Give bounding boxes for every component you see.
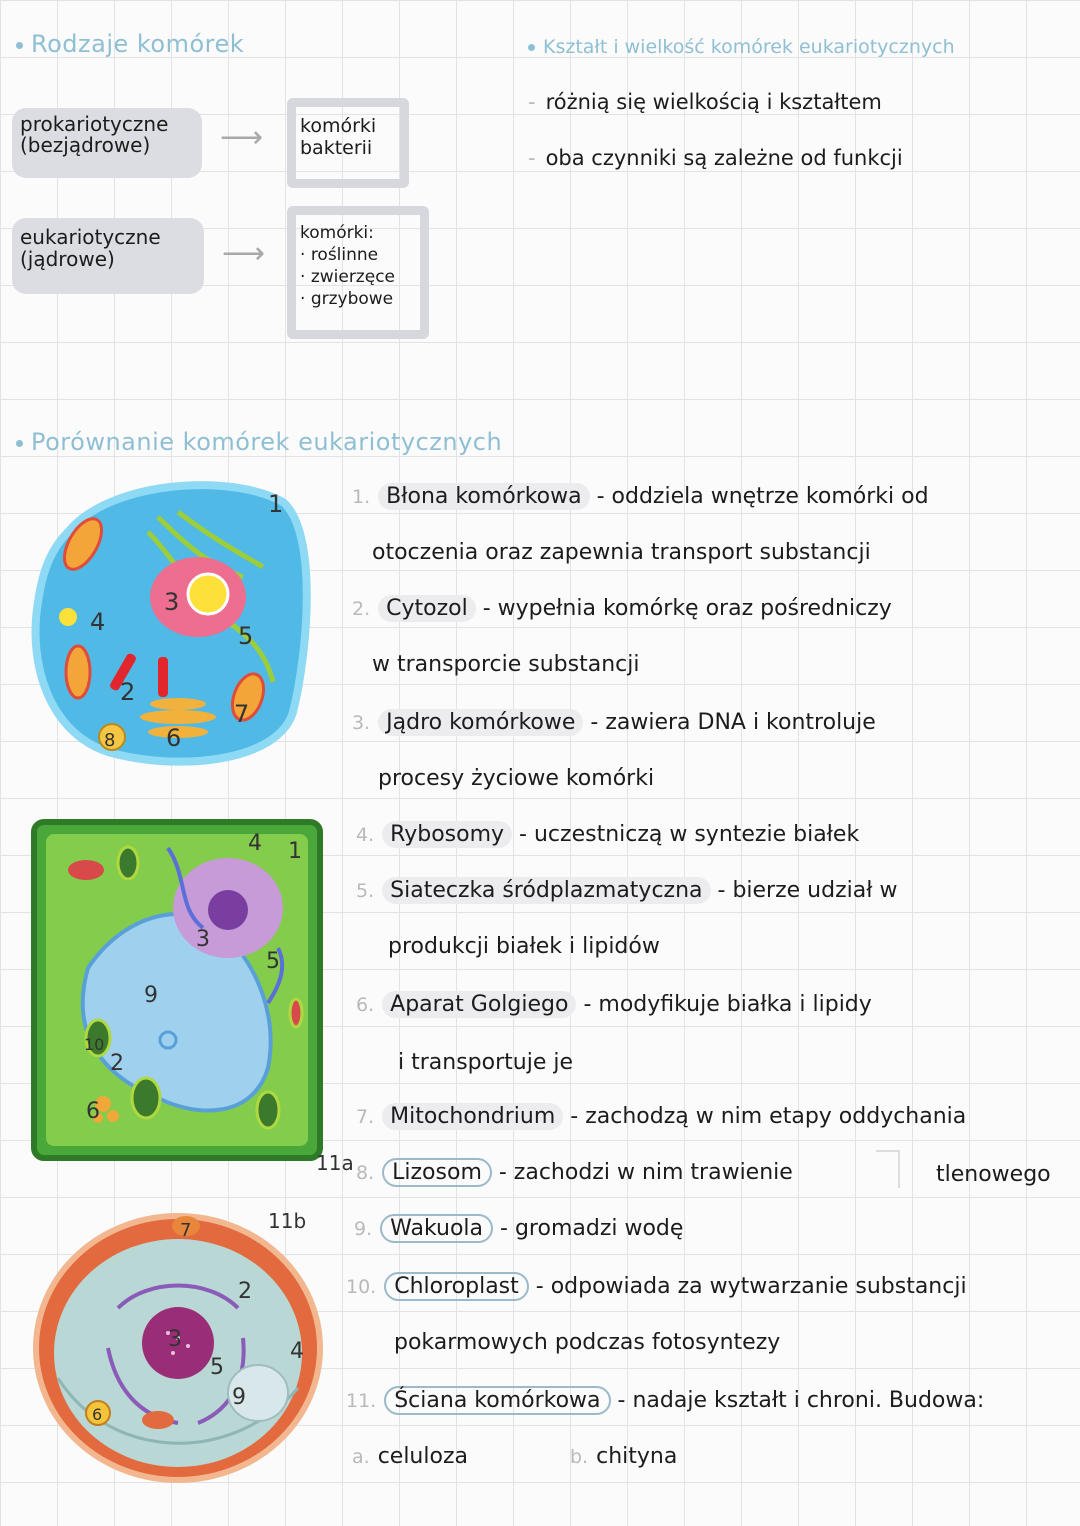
- organelle-item: 5. Siateczka śródplazmatyczna - bierze udział w: [356, 878, 898, 903]
- fungal-label: 7: [180, 1220, 192, 1241]
- animal-label: 6: [166, 724, 182, 752]
- organelle-desc-cont: otoczenia oraz zapewnia transport substancji: [372, 540, 871, 565]
- animal-label: 3: [164, 588, 180, 616]
- organelle-item: 9. Wakuola - gromadzi wodę: [354, 1216, 684, 1241]
- prokaryotic-result: komórki bakterii: [300, 115, 377, 159]
- organelle-item: 3. Jądro komórkowe - zawiera DNA i kontroluje: [352, 710, 876, 735]
- organelle-item: 6. Aparat Golgiego - modyfikuje białka i lipidy: [356, 992, 872, 1017]
- animal-label: 7: [234, 700, 250, 728]
- organelle-term: Rybosomy: [382, 821, 512, 848]
- organelle-term: Ściana komórkowa: [384, 1386, 610, 1415]
- organelle-term: Lizosom: [382, 1158, 492, 1187]
- animal-label: 5: [238, 622, 254, 650]
- shape-heading: Kształt i wielkość komórek eukariotycznych: [528, 36, 955, 58]
- organelle-item: 11. Ściana komórkowa - nadaje kształt i chroni. Budowa:: [346, 1388, 985, 1413]
- organelle-term: Chloroplast: [384, 1272, 529, 1301]
- organelle-item: 2. Cytozol - wypełnia komórkę oraz pośredniczy: [352, 596, 892, 621]
- plant-label: 5: [266, 949, 280, 974]
- bracket-mark: [876, 1150, 900, 1188]
- eukaryotic-label: eukariotyczne (jądrowe): [12, 218, 204, 294]
- animal-label: 8: [104, 730, 116, 751]
- organelle-term: Cytozol: [378, 595, 476, 622]
- heading-bullet: [528, 44, 535, 51]
- organelle-item: 4. Rybosomy - uczestniczą w syntezie białek: [356, 822, 860, 847]
- plant-label: 6: [86, 1099, 100, 1124]
- organelle-desc-cont: tlenowego: [936, 1162, 1051, 1187]
- organelle-item: 8. Lizosom - zachodzi w nim trawienie: [356, 1160, 793, 1185]
- eukaryotic-result: [300, 222, 395, 310]
- eukaryotic-item: · roślinne: [300, 245, 379, 266]
- heading-bullet: [16, 42, 23, 49]
- prokaryotic-label: prokariotyczne (bezjądrowe): [12, 108, 202, 178]
- animal-cell-diagram: [28, 472, 320, 772]
- animal-label: 1: [268, 490, 284, 518]
- plant-label: 9: [144, 983, 158, 1008]
- eukaryotic-result-title: komórki:: [300, 223, 374, 243]
- plant-label: 1: [288, 839, 302, 864]
- wall-type-a: a. celuloza: [352, 1444, 468, 1469]
- organelle-desc-cont: i transportuje je: [398, 1050, 573, 1075]
- organelle-term: Mitochondrium: [382, 1103, 563, 1130]
- arrow-right-icon: ⟶: [220, 120, 264, 155]
- fungal-label: 2: [238, 1279, 252, 1304]
- fungal-label: 3: [168, 1327, 182, 1352]
- organelle-term: Jądro komórkowe: [378, 709, 583, 736]
- shape-point: - różnią się wielkością i kształtem: [528, 90, 882, 114]
- shape-point: - oba czynniki są zależne od funkcji: [528, 146, 903, 170]
- organelle-desc-cont: pokarmowych podczas fotosyntezy: [394, 1330, 781, 1355]
- organelle-term: Błona komórkowa: [378, 483, 589, 510]
- organelle-term: Aparat Golgiego: [382, 991, 576, 1018]
- eukaryotic-item: · zwierzęce: [300, 267, 395, 288]
- organelle-desc-cont: w transporcie substancji: [372, 652, 640, 677]
- heading-bullet: [16, 440, 23, 447]
- organelle-item: 1. Błona komórkowa - oddziela wnętrze komórki od: [352, 484, 929, 509]
- animal-label: 4: [90, 608, 106, 636]
- plant-label: 10: [84, 1035, 105, 1054]
- organelle-desc-cont: produkcji białek i lipidów: [388, 934, 660, 959]
- plant-label: 4: [248, 831, 262, 856]
- plant-cell-diagram: [28, 818, 354, 1175]
- organelle-desc-cont: procesy życiowe komórki: [378, 766, 655, 791]
- eukaryotic-item: · grzybowe: [300, 289, 394, 310]
- animal-label: 2: [120, 678, 136, 706]
- fungal-label: 5: [210, 1355, 224, 1380]
- organelle-term: Wakuola: [380, 1214, 493, 1243]
- comparison-heading: Porównanie komórek eukariotycznych: [16, 428, 502, 456]
- fungal-label: 4: [290, 1339, 304, 1364]
- arrow-right-icon: ⟶: [222, 236, 266, 271]
- plant-label: 3: [196, 927, 210, 952]
- organelle-item: 7. Mitochondrium - zachodzą w nim etapy oddychania: [356, 1104, 967, 1129]
- plant-label: 11a: [316, 1151, 354, 1175]
- fungal-label: 9: [232, 1385, 246, 1410]
- fungal-label: 6: [92, 1405, 103, 1424]
- organelle-item: 10. Chloroplast - odpowiada za wytwarzanie substancji: [346, 1274, 967, 1299]
- fungal-label: 11b: [268, 1209, 307, 1233]
- plant-label: 2: [110, 1051, 124, 1076]
- wall-type-b: b. chityna: [570, 1444, 678, 1469]
- fungal-cell-diagram: [28, 1198, 328, 1488]
- types-heading: Rodzaje komórek: [16, 30, 244, 58]
- organelle-term: Siateczka śródplazmatyczna: [382, 877, 710, 904]
